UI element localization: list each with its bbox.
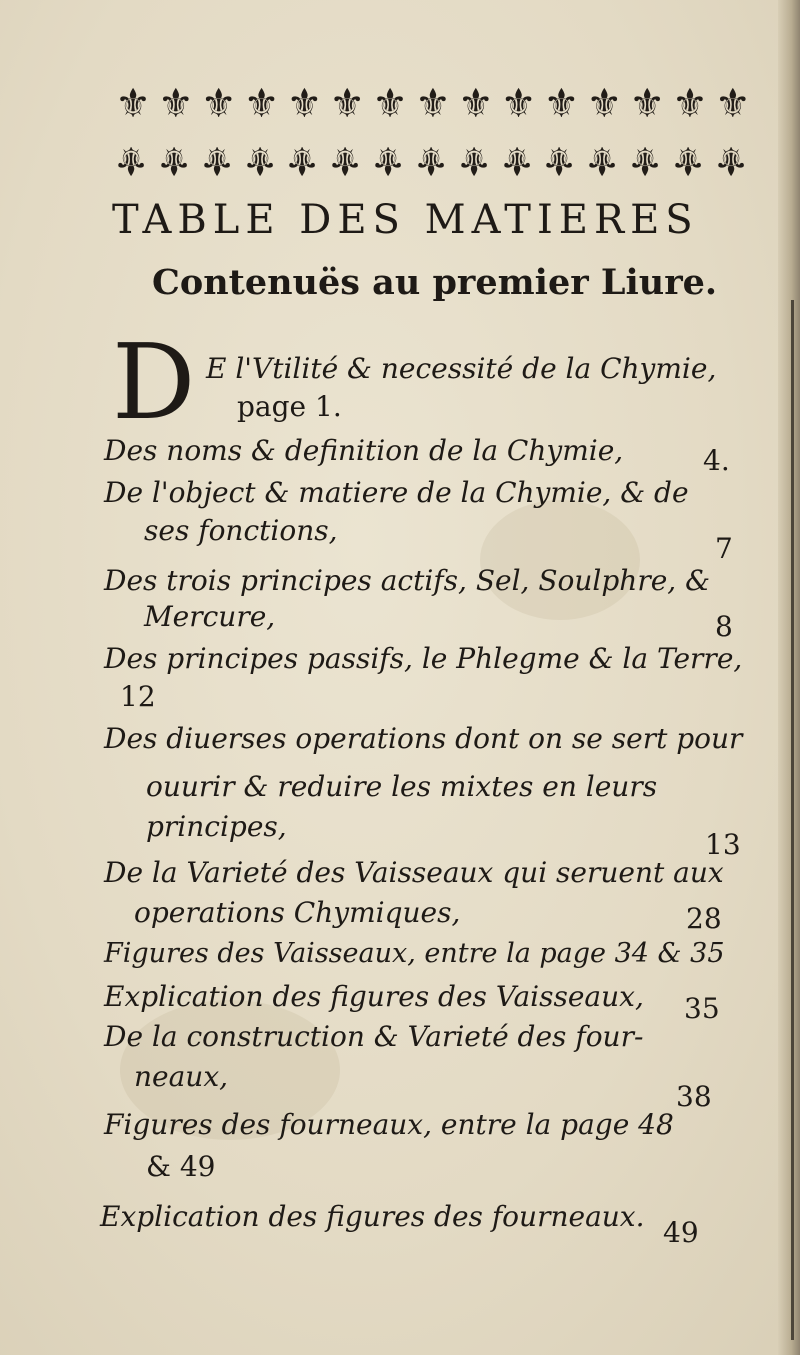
toc-page-number: 35 xyxy=(684,992,720,1025)
toc-entry-line: ouurir & reduire les mixtes en leurs xyxy=(146,770,658,803)
toc-page-number: 49 xyxy=(663,1216,699,1249)
fleur-de-lis-icon: ⚜ xyxy=(629,137,664,183)
fleur-de-lis-icon: ⚜ xyxy=(329,81,364,127)
fleur-de-lis-icon: ⚜ xyxy=(286,137,321,183)
toc-entry-line: De l'object & matiere de la Chymie, & de xyxy=(104,476,689,509)
toc-entry-line: ses fonctions, xyxy=(144,514,338,547)
toc-entry-line: Explication des figures des Vaisseaux, xyxy=(104,980,644,1013)
toc-entry-line: Des noms & definition de la Chymie, xyxy=(104,434,624,467)
fleur-de-lis-icon: ⚜ xyxy=(115,81,149,127)
toc-entry-line: Figures des Vaisseaux, entre la page 34 & 35 xyxy=(104,938,725,969)
toc-entry-line: neaux, xyxy=(134,1060,229,1093)
fleur-de-lis-icon: ⚜ xyxy=(286,81,321,127)
fleur-de-lis-icon: ⚜ xyxy=(672,81,706,127)
fleur-de-lis-icon: ⚜ xyxy=(243,137,278,183)
fleur-de-lis-icon: ⚜ xyxy=(672,137,706,183)
toc-entry-line: E l'Vtilité & necessité de la Chymie, xyxy=(206,352,717,385)
page-title: TABLE DES MATIERES xyxy=(112,197,699,243)
toc-entry-line: 12 xyxy=(120,680,156,713)
page-subtitle: Contenuës au premier Liure. xyxy=(152,262,718,303)
drop-cap: D xyxy=(112,321,196,443)
fleur-de-lis-icon: ⚜ xyxy=(200,81,235,127)
toc-page-number: 28 xyxy=(686,902,722,935)
binding-line xyxy=(791,300,794,1340)
fleur-de-lis-icon: ⚜ xyxy=(200,137,235,183)
fleur-de-lis-icon: ⚜ xyxy=(457,137,492,183)
fleur-de-lis-icon: ⚜ xyxy=(714,137,749,183)
toc-page-number: 8 xyxy=(715,610,733,643)
toc-entry-line: Mercure, xyxy=(144,600,276,633)
toc-entry-line: De la Varieté des Vaisseaux qui seruent aux xyxy=(104,856,724,889)
fleur-de-lis-icon: ⚜ xyxy=(500,81,535,127)
toc-entry-line: & 49 xyxy=(146,1150,216,1183)
fleur-de-lis-icon: ⚜ xyxy=(329,137,364,183)
toc-page-number: 7 xyxy=(715,532,733,565)
fleur-de-lis-icon: ⚜ xyxy=(243,81,278,127)
fleur-de-lis-icon: ⚜ xyxy=(543,137,578,183)
fleur-de-lis-icon: ⚜ xyxy=(414,81,449,127)
fleur-de-lis-icon: ⚜ xyxy=(543,81,578,127)
fleur-de-lis-icon: ⚜ xyxy=(586,137,621,183)
fleur-de-lis-icon: ⚜ xyxy=(629,81,664,127)
toc-entry-line: operations Chymiques, xyxy=(134,896,461,929)
toc-page-number: 4. xyxy=(703,444,730,477)
toc-entry-line: Explication des figures des fourneaux. xyxy=(100,1200,645,1233)
toc-page-number: 13 xyxy=(705,828,741,861)
fleur-de-lis-icon: ⚜ xyxy=(372,81,406,127)
fleur-de-lis-icon: ⚜ xyxy=(115,137,149,183)
toc-entry-line: Des principes passifs, le Phlegme & la Terre, xyxy=(104,642,743,675)
fleur-de-lis-icon: ⚜ xyxy=(714,81,749,127)
toc-entry-line: Des diuerses operations dont on se sert pour xyxy=(104,722,743,755)
toc-entry-line: principes, xyxy=(146,810,287,843)
fleur-de-lis-icon: ⚜ xyxy=(157,81,192,127)
toc-entry-line: Figures des fourneaux, entre la page 48 xyxy=(104,1108,674,1141)
toc-entry-line: page 1. xyxy=(237,390,342,423)
toc-page-number: 38 xyxy=(676,1080,712,1113)
fleur-de-lis-icon: ⚜ xyxy=(157,137,192,183)
fleur-de-lis-icon: ⚜ xyxy=(500,137,535,183)
toc-entry-line: Des trois principes actifs, Sel, Soulphre, & xyxy=(104,564,710,597)
toc-entry-line: De la construction & Varieté des four- xyxy=(104,1020,644,1053)
fleur-de-lis-icon: ⚜ xyxy=(457,81,492,127)
fleur-de-lis-icon: ⚜ xyxy=(414,137,449,183)
fleur-de-lis-icon: ⚜ xyxy=(372,137,406,183)
fleur-de-lis-icon: ⚜ xyxy=(586,81,621,127)
page-edge-shadow xyxy=(778,0,800,1355)
